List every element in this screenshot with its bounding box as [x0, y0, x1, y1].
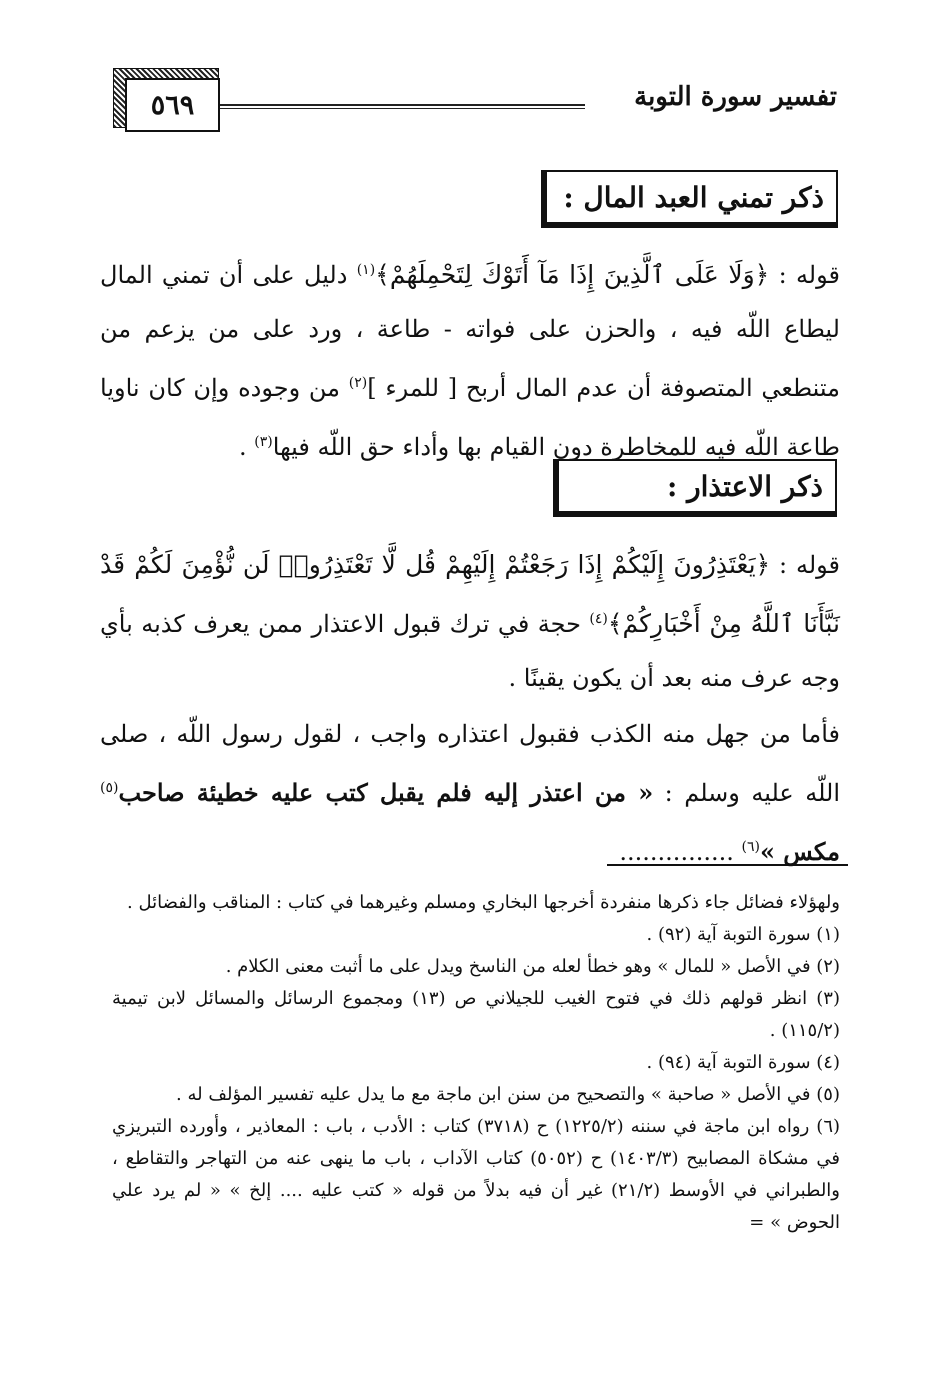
running-title: تفسير سورة التوبة	[634, 82, 837, 112]
footnote-continued: ولهؤلاء فضائل جاء ذكرها منفردة أخرجها البخاري ومسلم وغيرهما في كتاب : المناقب والفضائل .	[127, 892, 840, 913]
footnote-6: (٦) رواه ابن ماجة في سننه (١٢٢٥/٢) ح (٣٧١٨) كتاب : الأدب ، باب : المعاذير ، وأورده التبريزي في مشكاة المصابيح (١٤٠٣/٣) ح (٥٠٥٢) كتاب الآداب ، باب ما ينهى عنه من التهاجر والتقاطع ، والطبراني في الأوسط (٢١/٢) غير أن فيه بدلاً من قوله « كتب عليه .... إلخ » « لم يرد علي الحوض » =	[112, 1116, 841, 1233]
page-number: ٥٦٩	[150, 89, 195, 121]
section-heading-text: ذكر تمني العبد المال :	[563, 180, 824, 214]
footnote-ref-4[interactable]: (٤)	[589, 611, 608, 627]
paragraph-wealth	[100, 243, 840, 474]
section-heading-apology	[553, 459, 837, 517]
footnote-4: (٤) سورة التوبة آية (٩٤) .	[646, 1052, 840, 1073]
footnote-5: (٥) في الأصل « صاحبة » والتصحيح من سنن ابن ماجة مع ما يدل عليه تفسير المؤلف له .	[176, 1084, 840, 1105]
paragraph-text: دليل على أن تمني المال ليطاع اللّه فيه ، والحزن على فواته - طاعة ، ورد على من يزعم من متنطعي المتصوفة أن عدم المال أربح [ للمرء ]	[100, 261, 840, 402]
paragraph-text: حجة في ترك قبول الاعتذار ممن يعرف كذبه بأي وجه عرف منه بعد أن يكون يقينًا .	[100, 610, 840, 692]
continuation-dots: ...............	[619, 838, 742, 866]
paragraph-end: .	[239, 433, 255, 461]
footnotes	[112, 887, 840, 1239]
footnote-ref-3[interactable]: (٣)	[254, 434, 273, 450]
paragraph-text: من وجوده وإن كان ناويا طاعة اللّه فيه للمخاطرة دون القيام بها وأداء حق اللّه فيها	[100, 374, 840, 461]
paragraph-text: فأما من جهل منه الكذب فقبول اعتذاره واجب ، لقول رسول اللّه ، صلى اللّه عليه وسلم :	[100, 720, 841, 807]
hadith-text: مكس »	[759, 837, 840, 866]
footnote-ref-1[interactable]: (١)	[356, 262, 376, 278]
paragraph-hadith	[100, 707, 840, 879]
footnote-ref-6[interactable]: (٦)	[741, 839, 760, 855]
footnote-2: (٢) في الأصل « للمال » وهو خطأ لعله من الناسخ ويدل على ما أثبت معنى الكلام .	[225, 956, 840, 977]
header-rule	[220, 104, 585, 109]
section-heading-text: ذكر الاعتذار :	[667, 469, 823, 503]
quran-verse: ﴿يَعْتَذِرُونَ إِلَيْكُمْ إِذَا رَجَعْتُمْ إِلَيْهِمْ قُل لَّا تَعْتَذِرُوا۟ لَن نُّؤْمِنَ لَكُمْ قَدْ نَبَّأَنَا ٱللَّهُ مِنْ أَخْبَارِكُمْ﴾	[100, 550, 840, 638]
quran-verse: ﴿وَلَا عَلَى ٱلَّذِينَ إِذَا مَآ أَتَوْكَ لِتَحْمِلَهُمْ﴾	[375, 260, 770, 289]
footnote-ref-5[interactable]: (٥)	[100, 780, 119, 796]
hadith-text: « من اعتذر إليه فلم يقبل كتب عليه خطيئة صاحب	[118, 778, 654, 807]
footnote-ref-2[interactable]: (٢)	[348, 375, 368, 391]
paragraph-apology	[100, 538, 840, 705]
paragraph-intro: قوله :	[779, 551, 841, 579]
section-heading-wealth	[541, 170, 838, 228]
footnote-separator	[607, 864, 848, 866]
footnote-3: (٣) انظر قولهم ذلك في فتوح الغيب للجيلاني ص (١٣) ومجموع الرسائل والمسائل لابن تيمية (١١٥/٢) .	[112, 988, 840, 1041]
page-number-box	[125, 78, 220, 132]
footnote-1: (١) سورة التوبة آية (٩٢) .	[646, 924, 840, 945]
paragraph-intro: قوله :	[778, 261, 840, 289]
